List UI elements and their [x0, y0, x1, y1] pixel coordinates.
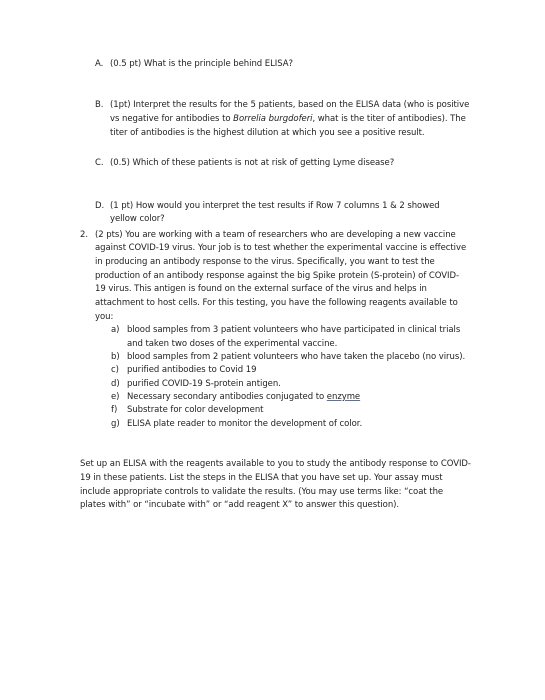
setup-line-2: 19 in these patients. List the steps in the ELISA that you have set up. Your assay must [80, 473, 443, 483]
question-2-line-3: in producing an antibody response to the virus. Specifically, you want to test the [95, 257, 435, 267]
question-b-line-2-post: , what is the titer of antibodies). The [312, 114, 466, 124]
question-2-line-2: against COVID-19 virus. Your job is to test whether the experimental vaccine is effective [95, 243, 467, 253]
question-b-line-2 [110, 113, 466, 125]
reagent-e-letter: e) [111, 392, 120, 402]
question-2-line-1: (2 pts) You are working with a team of researchers who are developing a new vaccine [95, 230, 456, 240]
setup-line-1: Set up an ELISA with the reagents available to you to study the antibody response to COVID- [80, 459, 471, 469]
question-a-text: (0.5 pt) What is the principle behind ELISA? [110, 59, 293, 69]
question-2-line-5: 19 virus. This antigen is found on the external surface of the virus and helps in [95, 284, 427, 294]
reagent-a-line-2: and taken two doses of the experimental vaccine. [127, 339, 338, 349]
reagent-c-letter: c) [111, 365, 119, 375]
question-a-letter: A. [95, 59, 104, 69]
question-d-line-2: yellow color? [110, 214, 165, 224]
reagent-e-text-pre: Necessary secondary antibodies conjugated to [127, 392, 327, 402]
question-c-text: (0.5) Which of these patients is not at risk of getting Lyme disease? [110, 158, 395, 168]
reagent-f-text: Substrate for color development [127, 405, 264, 415]
question-b-line-3: titer of antibodies is the highest dilution at which you see a positive result. [110, 128, 425, 138]
reagent-g-letter: g) [111, 419, 120, 429]
reagent-c-text: purified antibodies to Covid 19 [127, 365, 257, 375]
question-d-line-1: (1 pt) How would you interpret the test results if Row 7 columns 1 & 2 showed [110, 201, 440, 211]
question-2-line-7: you: [95, 312, 114, 322]
reagent-g-text: ELISA plate reader to monitor the development of color. [127, 419, 363, 429]
question-c-letter: C. [95, 158, 104, 168]
question-2-line-4: production of an antibody response against the big Spike protein (S-protein) of COVID- [95, 271, 460, 281]
question-b-line-1: (1pt) Interpret the results for the 5 patients, based on the ELISA data (who is positive [110, 100, 470, 110]
reagent-b-text: blood samples from 2 patient volunteers who have taken the placebo (no virus). [127, 352, 466, 362]
question-b-letter: B. [95, 100, 104, 110]
question-2-number: 2. [80, 230, 89, 240]
reagent-d-text: purified COVID-19 S-protein antigen. [127, 379, 281, 389]
reagent-d-letter: d) [111, 379, 120, 389]
reagent-e-text [127, 391, 360, 403]
reagent-b-letter: b) [111, 352, 120, 362]
setup-line-3: include appropriate controls to validate the results. (You may use terms like: “coat the [80, 487, 444, 497]
question-d-letter: D. [95, 201, 105, 211]
question-2-line-6: attachment to host cells. For this testing, you have the following reagents available to [95, 298, 458, 308]
organism-name: Borrelia burgdoferi [233, 114, 313, 124]
reagent-a-letter: a) [111, 325, 120, 335]
reagent-f-letter: f) [111, 405, 118, 415]
enzyme-word: enzyme [326, 392, 361, 402]
question-b-line-2-pre: vs negative for antibodies to [110, 114, 234, 124]
setup-line-4: plates with” or “incubate with” or “add reagent X” to answer this question). [80, 500, 400, 510]
reagent-a-line-1: blood samples from 3 patient volunteers who have participated in clinical trials [127, 325, 461, 335]
